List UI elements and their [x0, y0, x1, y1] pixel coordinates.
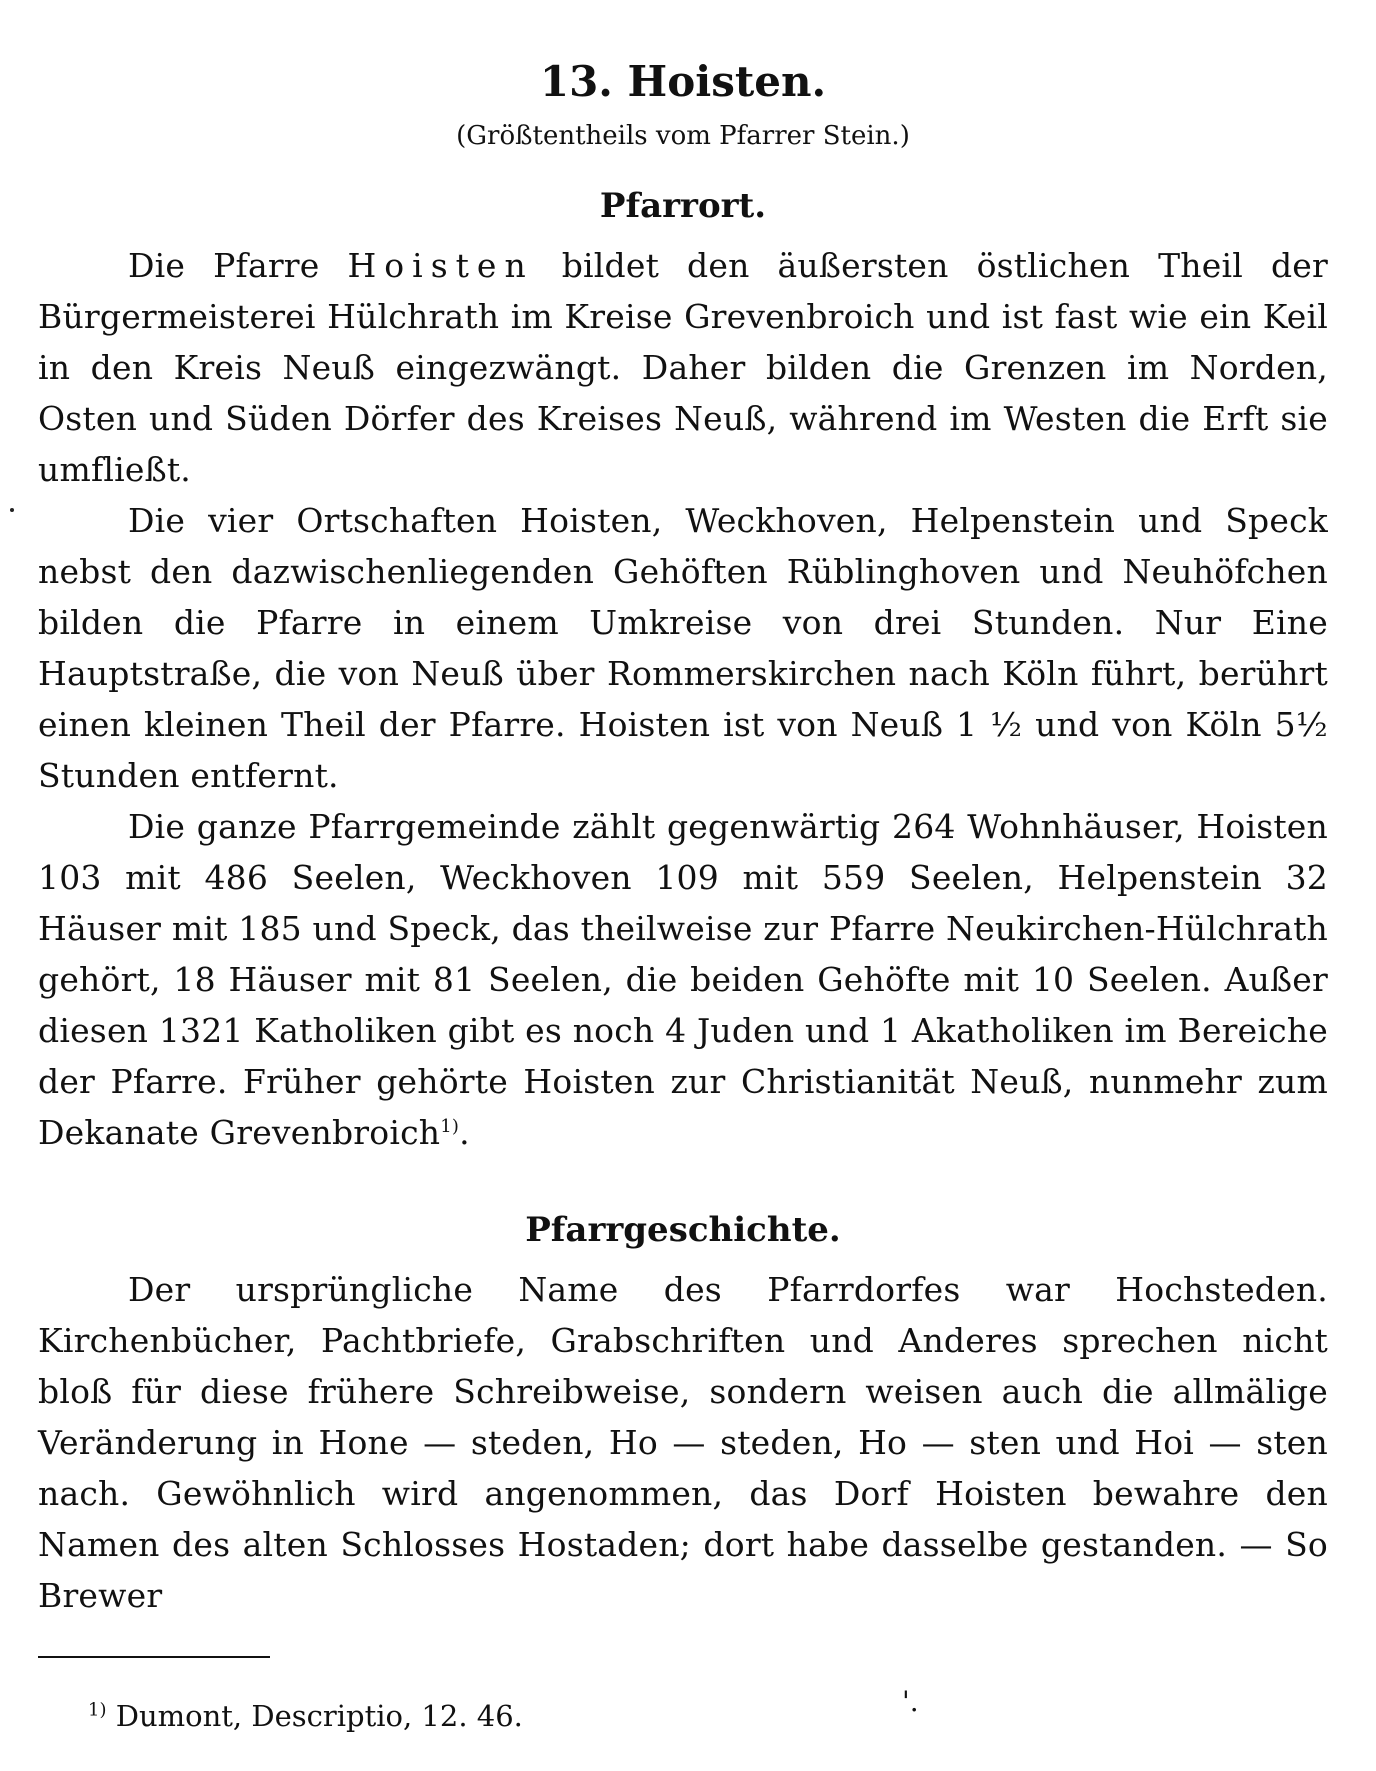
section-heading-pfarrort: Pfarrort.	[599, 186, 767, 226]
footnote	[88, 1698, 523, 1734]
paragraph-1-rest: bildet den äußersten östlichen Theil der Bürgermeisterei Hülchrath im Kreise Grevenbroich und ist fast wie ein Keil in den Kreis Neuß eingezwängt. Daher bilden die Grenzen im Norden, Osten und Süden Dörfer des Kreises Neuß, während im Westen die Erft sie umfließt.	[38, 246, 1328, 489]
stray-dot	[10, 508, 14, 512]
paragraph-3	[38, 801, 1328, 1158]
stray-mark: '.	[902, 1685, 919, 1718]
document-page	[38, 58, 1328, 1748]
footnote-text: Dumont, Descriptio, 12. 46.	[106, 1699, 523, 1733]
paragraph-3-text: Die ganze Pfarrgemeinde zählt gegenwärtig 264 Wohnhäuser, Hoisten 103 mit 486 Seelen, Weckhoven 109 mit 559 Seelen, Helpenstein 32 Häuser mit 185 und Speck, das theilweise zur Pfarre Neukirchen-Hülchrath gehört, 18 Häuser mit 81 Seelen, die beiden Gehöfte mit 10 Seelen. Außer diesen 1321 Katholiken gibt es noch 4 Juden und 1 Akatholiken im Bereiche der Pfarre. Früher gehörte Hoisten zur Christianität Neuß, nunmehr zum Dekanate Grevenbroich	[38, 807, 1328, 1152]
paragraph-4: Der ursprüngliche Name des Pfarrdorfes war Hochsteden. Kirchenbücher, Pachtbriefe, Grabschriften und Anderes sprechen nicht bloß für diese frühere Schreibweise, sondern weisen auch die allmälige Veränderung in Hone — steden, Ho — steden, Ho — sten und Hoi — sten nach. Gewöhnlich wird angenommen, das Dorf Hoisten bewahre den Namen des alten Schlosses Hostaden; dort habe dasselbe gestanden. — So Brewer	[38, 1270, 1328, 1615]
footnote-divider	[38, 1656, 270, 1658]
page-title: 13. Hoisten.	[539, 57, 827, 106]
paragraph-2: Die vier Ortschaften Hoisten, Weckhoven, Helpenstein und Speck nebst den dazwischenliegenden Gehöften Rüblinghoven und Neuhöfchen bilden die Pfarre in einem Umkreise von drei Stunden. Nur Eine Hauptstraße, die von Neuß über Rommerskirchen nach Köln führt, berührt einen kleinen Theil der Pfarre. Hoisten ist von Neuß 1 ½ und von Köln 5½ Stunden entfernt.	[38, 501, 1328, 795]
paragraph-3-end: .	[459, 1113, 470, 1152]
section-gap	[38, 1158, 1328, 1210]
paragraph-1-lead: Die Pfarre	[128, 246, 348, 285]
section-heading-pfarrgeschichte: Pfarrgeschichte.	[525, 1210, 841, 1250]
footnote-marker: 1)	[88, 1699, 107, 1721]
footnote-reference: 1)	[440, 1116, 460, 1137]
page-subtitle: (Größtentheils vom Pfarrer Stein.)	[456, 121, 910, 151]
spaced-place-name: Hoisten	[347, 246, 534, 285]
paragraph-1	[38, 240, 1328, 495]
